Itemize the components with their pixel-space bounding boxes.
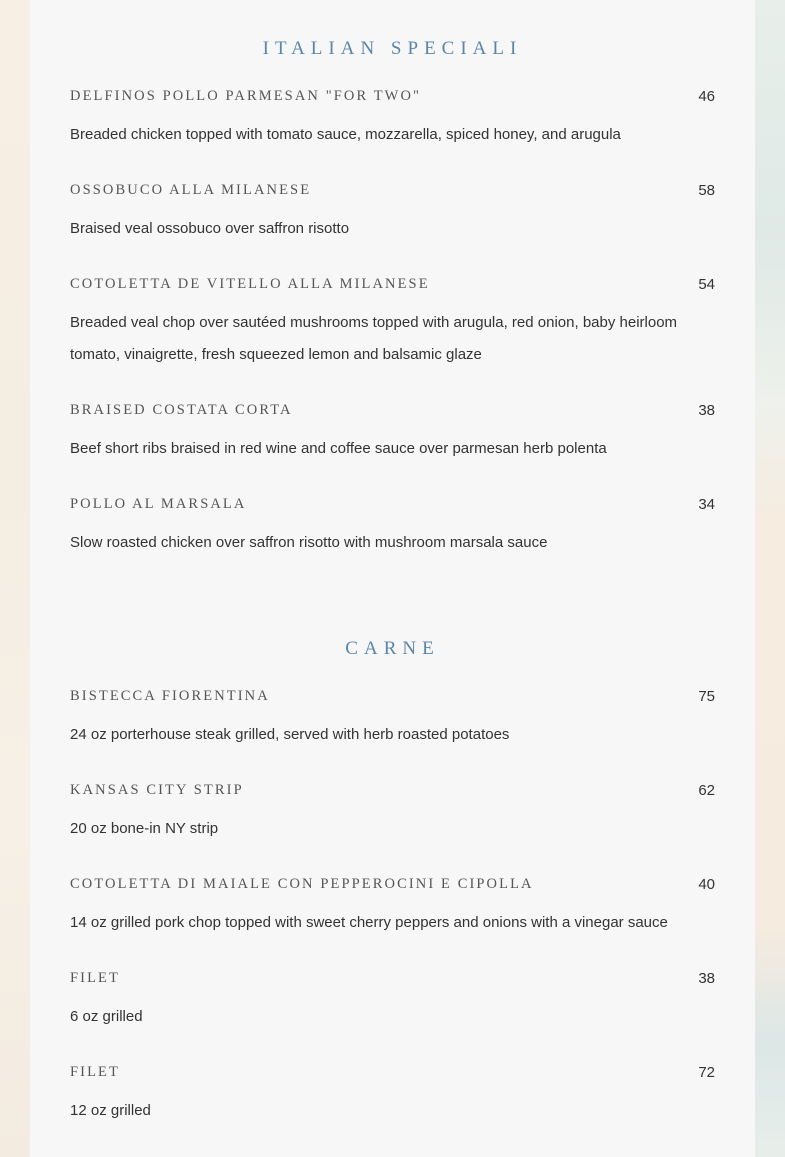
menu-item-price: 62 xyxy=(698,782,715,799)
menu-item-price: 75 xyxy=(698,688,715,705)
background-left xyxy=(0,0,30,1157)
menu-item-name: FILET xyxy=(70,1064,120,1080)
menu-item-price: 46 xyxy=(698,88,715,105)
menu-item-price: 54 xyxy=(698,276,715,293)
section-title-italian-speciali: ITALIAN SPECIALI xyxy=(262,38,523,59)
menu-item-description: 20 oz bone-in NY strip xyxy=(70,820,219,837)
menu-item-name: FILET xyxy=(70,970,120,986)
menu-item-description: Breaded chicken topped with tomato sauce, mozzarella, spiced honey, and arugula xyxy=(70,126,621,143)
menu-panel xyxy=(30,0,755,1157)
menu-item-price: 72 xyxy=(698,1064,715,1081)
menu-item-description: 14 oz grilled pork chop topped with sweet cherry peppers and onions with a vinegar sauce xyxy=(70,914,668,931)
menu-item-price: 34 xyxy=(698,496,715,513)
menu-item-name: POLLO AL MARSALA xyxy=(70,496,247,512)
menu-item-name: COTOLETTA DE VITELLO ALLA MILANESE xyxy=(70,276,430,292)
menu-item-description: Braised veal ossobuco over saffron risotto xyxy=(70,220,350,237)
menu-item-price: 38 xyxy=(698,970,715,987)
background-right xyxy=(755,0,785,1157)
menu-item-name: KANSAS CITY STRIP xyxy=(70,782,244,798)
menu-item-description: Beef short ribs braised in red wine and coffee sauce over parmesan herb polenta xyxy=(70,440,607,457)
menu-item-description: 12 oz grilled xyxy=(70,1102,151,1119)
menu-item-price: 58 xyxy=(698,182,715,199)
menu-item-name: COTOLETTA DI MAIALE CON PEPPEROCINI E CIPOLLA xyxy=(70,876,534,892)
section-title-carne: CARNE xyxy=(345,638,440,659)
menu-item-name: BRAISED COSTATA CORTA xyxy=(70,402,293,418)
menu-item-description: 24 oz porterhouse steak grilled, served with herb roasted potatoes xyxy=(70,726,510,743)
menu-item-description: Breaded veal chop over sautéed mushrooms topped with arugula, red onion, baby heirloom tomato, vinaigrette, fresh squeezed lemon and balsamic glaze xyxy=(70,314,678,363)
menu-item-name: BISTECCA FIORENTINA xyxy=(70,688,270,704)
menu-item-name: OSSOBUCO ALLA MILANESE xyxy=(70,182,312,198)
menu-item-price: 38 xyxy=(698,402,715,419)
menu-item-description: 6 oz grilled xyxy=(70,1008,143,1025)
menu-item-description: Slow roasted chicken over saffron risotto with mushroom marsala sauce xyxy=(70,534,548,551)
menu-item-price: 40 xyxy=(698,876,715,893)
menu-item-name: DELFINOS POLLO PARMESAN "FOR TWO" xyxy=(70,88,422,104)
